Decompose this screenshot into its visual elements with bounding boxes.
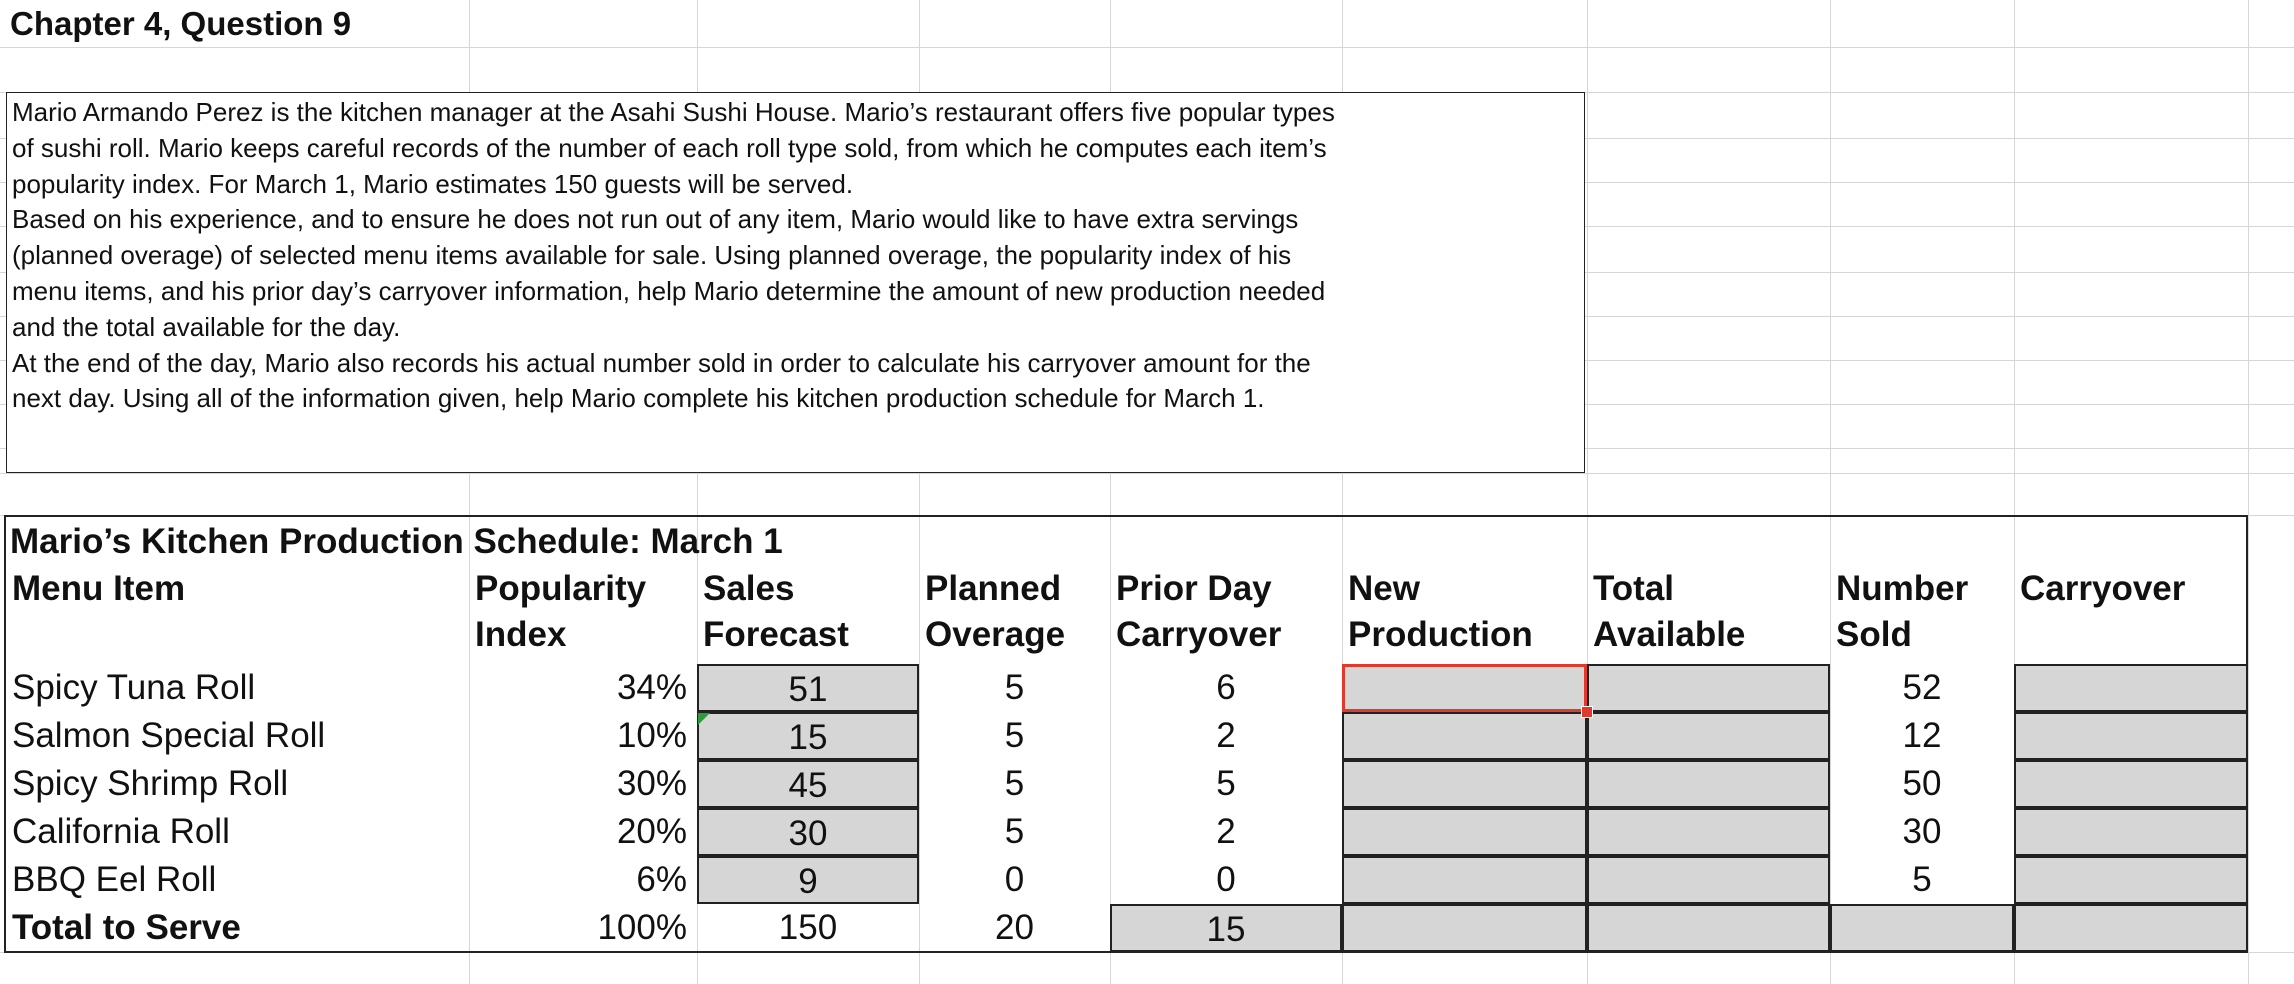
cell-new-production[interactable] (1342, 856, 1587, 904)
schedule-title: Mario’s Kitchen Production Schedule: March 1 (10, 522, 783, 561)
cell-menu-item[interactable]: Spicy Tuna Roll (12, 668, 256, 707)
error-indicator-icon[interactable] (698, 713, 710, 725)
cell-number-sold[interactable]: 50 (1902, 764, 1942, 803)
cell-total-popularity[interactable]: 100% (597, 908, 687, 947)
header-total-available[interactable]: Total Available (1593, 569, 1746, 654)
cell-menu-item[interactable]: Salmon Special Roll (12, 716, 326, 755)
cell-total-total-available[interactable] (1587, 904, 1830, 952)
cell-total-available[interactable] (1587, 856, 1830, 904)
cell-prior-carryover[interactable]: 6 (1216, 668, 1236, 707)
cell-new-production[interactable] (1342, 712, 1587, 760)
cell-popularity[interactable]: 10% (616, 716, 687, 755)
cell-carryover[interactable] (2014, 664, 2248, 712)
problem-description[interactable] (6, 92, 1585, 473)
cell-prior-carryover[interactable]: 2 (1216, 812, 1236, 851)
sheet-title: Chapter 4, Question 9 (10, 5, 352, 42)
cell-carryover[interactable] (2014, 760, 2248, 808)
cell-total-prior-carryover[interactable]: 15 (1110, 904, 1342, 952)
header-new-production[interactable]: New Production (1348, 569, 1533, 654)
header-number-sold[interactable]: Number Sold (1836, 569, 1969, 654)
cell-total-new-production[interactable] (1342, 904, 1587, 952)
cell-planned-overage[interactable]: 5 (1004, 716, 1025, 755)
description-line: (planned overage) of selected menu items available for sale. Using planned overage, the popularity index of his (12, 240, 1292, 271)
cell-total-label[interactable]: Total to Serve (12, 908, 241, 947)
cell-number-sold[interactable]: 5 (1912, 860, 1932, 899)
cell-new-production[interactable] (1342, 760, 1587, 808)
description-line: next day. Using all of the information given, help Mario complete his kitchen production schedule for March 1. (12, 383, 1265, 414)
cell-sales-forecast[interactable]: 45 (697, 760, 919, 808)
cell-total-available[interactable] (1587, 808, 1830, 856)
description-line: popularity index. For March 1, Mario estimates 150 guests will be served. (12, 168, 854, 199)
description-line: of sushi roll. Mario keeps careful records of the number of each roll type sold, from which he computes each item’s (12, 132, 1327, 163)
cell-total-available[interactable] (1587, 664, 1830, 712)
cell-popularity[interactable]: 6% (636, 860, 687, 899)
cell-menu-item[interactable]: BBQ Eel Roll (12, 860, 217, 899)
description-line: and the total available for the day. (12, 311, 401, 342)
header-carryover[interactable]: Carryover (2020, 569, 2186, 608)
description-line: Based on his experience, and to ensure he does not run out of any item, Mario would like to have extra servings (12, 204, 1299, 235)
cell-planned-overage[interactable]: 5 (1004, 764, 1025, 803)
cell-menu-item[interactable]: Spicy Shrimp Roll (12, 764, 289, 803)
cell-sales-forecast[interactable]: 15 (697, 712, 919, 760)
cell-menu-item[interactable]: California Roll (12, 812, 230, 851)
cell-carryover[interactable] (2014, 808, 2248, 856)
cell-new-production[interactable] (1342, 808, 1587, 856)
header-menu-item[interactable]: Menu Item (12, 569, 186, 608)
cell-total-sales-forecast[interactable]: 150 (778, 908, 838, 947)
active-cell-selection[interactable] (1342, 664, 1587, 712)
cell-planned-overage[interactable]: 5 (1004, 812, 1025, 851)
cell-sales-forecast[interactable]: 30 (697, 808, 919, 856)
cell-prior-carryover[interactable]: 5 (1216, 764, 1236, 803)
cell-prior-carryover[interactable]: 0 (1216, 860, 1236, 899)
header-sales-forecast[interactable]: Sales Forecast (703, 569, 849, 654)
fill-handle[interactable] (1581, 706, 1593, 718)
cell-total-planned-overage[interactable]: 20 (995, 908, 1034, 947)
header-prior-day-carryover[interactable]: Prior Day Carryover (1116, 569, 1282, 654)
cell-total-carryover[interactable] (2014, 904, 2248, 952)
cell-total-available[interactable] (1587, 712, 1830, 760)
cell-total-available[interactable] (1587, 760, 1830, 808)
description-line: menu items, and his prior day’s carryover information, help Mario determine the amount of new production needed (12, 275, 1326, 306)
cell-carryover[interactable] (2014, 856, 2248, 904)
cell-sales-forecast[interactable]: 9 (697, 856, 919, 904)
cell-popularity[interactable]: 34% (616, 668, 687, 707)
cell-prior-carryover[interactable]: 2 (1216, 716, 1236, 755)
description-line: At the end of the day, Mario also records his actual number sold in order to calculate his carryover amount for the (12, 347, 1311, 378)
cell-sales-forecast[interactable]: 51 (697, 664, 919, 712)
cell-number-sold[interactable]: 30 (1902, 812, 1942, 851)
cell-carryover[interactable] (2014, 712, 2248, 760)
description-line: Mario Armando Perez is the kitchen manager at the Asahi Sushi House. Mario’s restaurant offers five popular types (12, 97, 1335, 127)
cell-total-number-sold[interactable] (1830, 904, 2014, 952)
header-planned-overage[interactable]: Planned Overage (925, 569, 1066, 654)
cell-number-sold[interactable]: 52 (1902, 668, 1942, 707)
cell-planned-overage[interactable]: 5 (1004, 668, 1025, 707)
cell-popularity[interactable]: 20% (616, 812, 687, 851)
header-popularity-index[interactable]: Popularity Index (475, 569, 647, 654)
cell-planned-overage[interactable]: 0 (1004, 860, 1025, 899)
cell-number-sold[interactable]: 12 (1902, 716, 1942, 755)
cell-popularity[interactable]: 30% (616, 764, 687, 803)
